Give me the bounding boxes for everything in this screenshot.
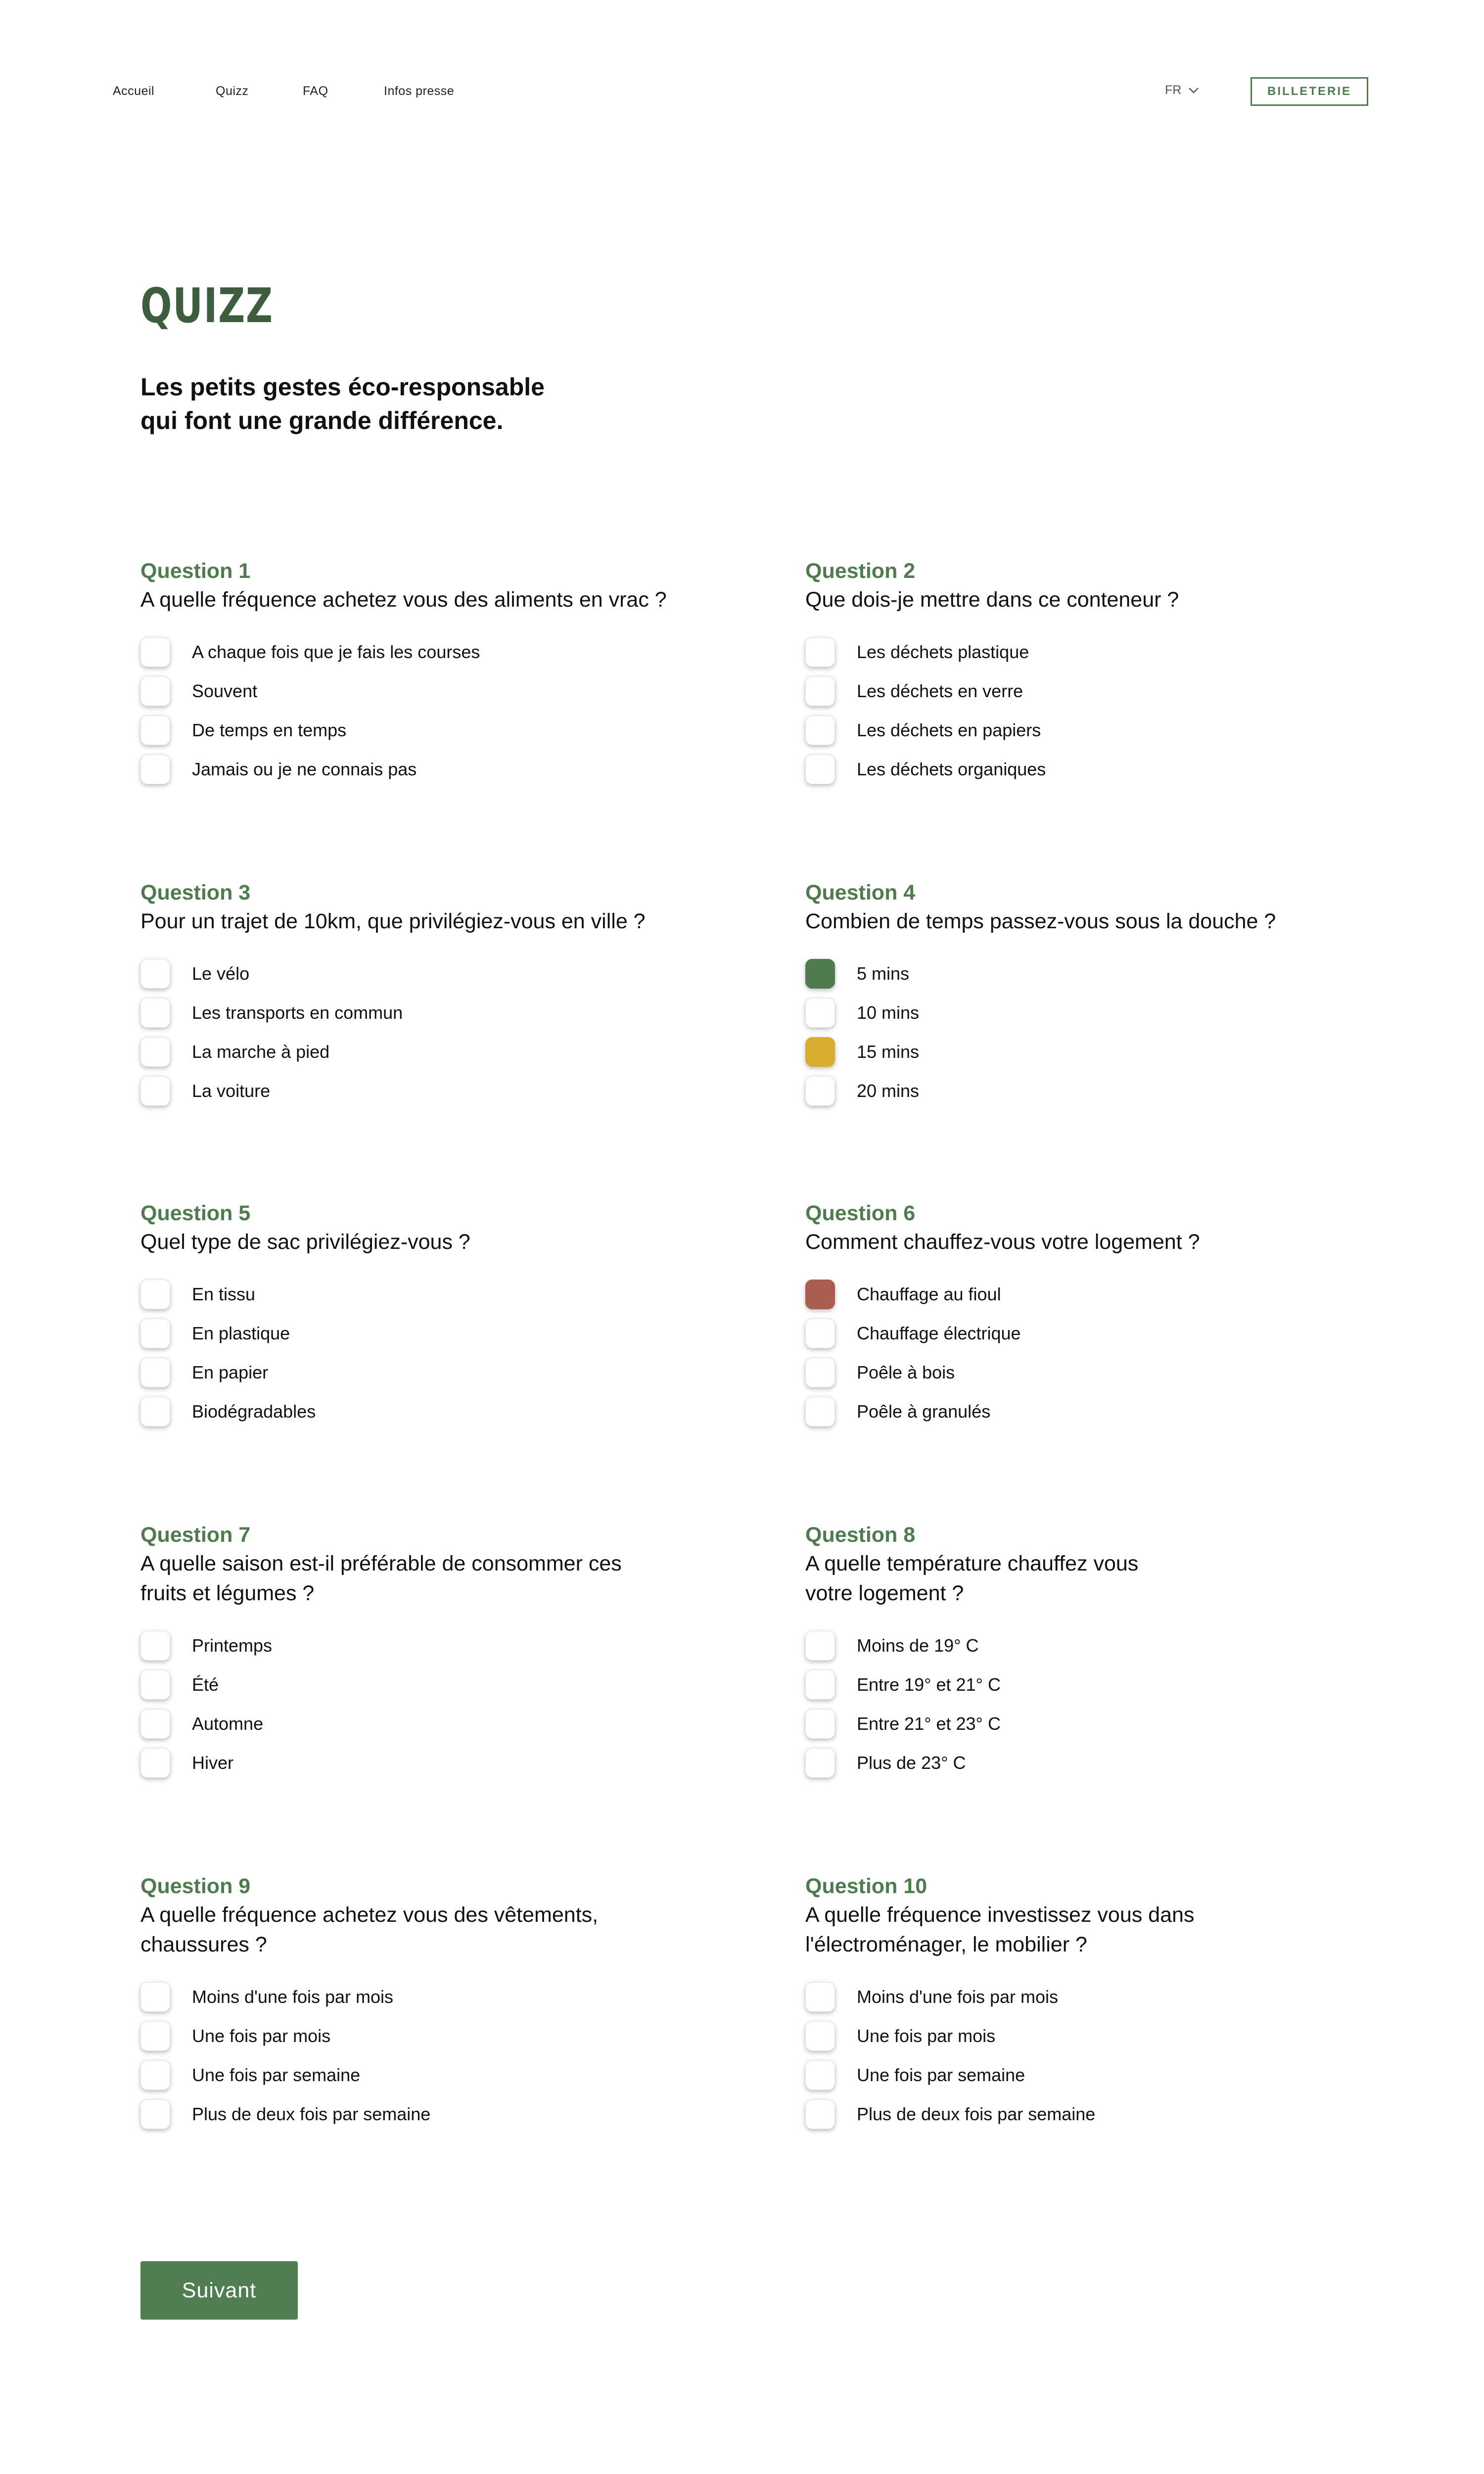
answer-label: Les déchets plastique bbox=[857, 642, 1029, 662]
question-number: Question 3 bbox=[140, 881, 251, 904]
answer-label: La voiture bbox=[192, 1081, 271, 1101]
answer-label: Chauffage au fioul bbox=[857, 1284, 1001, 1304]
answer-label: Moins d'une fois par mois bbox=[192, 1987, 394, 2007]
nav-link-faq[interactable]: FAQ bbox=[303, 84, 328, 98]
nav-link-quizz[interactable]: Quizz bbox=[216, 84, 249, 98]
answer-option[interactable] bbox=[140, 1280, 255, 1309]
answer-option[interactable] bbox=[140, 2060, 360, 2090]
answer-option[interactable] bbox=[805, 998, 919, 1028]
answer-checkbox[interactable] bbox=[805, 1037, 835, 1067]
question-text: votre logement ? bbox=[805, 1581, 964, 1605]
question-block bbox=[140, 1199, 764, 1422]
answer-label: 10 mins bbox=[857, 1002, 920, 1023]
question-text: A quelle température chauffez vous bbox=[805, 1552, 1139, 1575]
question-block bbox=[805, 1199, 1429, 1422]
answer-option[interactable] bbox=[140, 998, 403, 1028]
question-text: A quelle saison est-il préférable de consommer ces bbox=[140, 1552, 622, 1575]
answer-option[interactable] bbox=[805, 2021, 995, 2051]
answer-label: Plus de deux fois par semaine bbox=[192, 2104, 431, 2124]
page-title: QUIZZ bbox=[140, 278, 274, 333]
answer-option[interactable] bbox=[805, 2060, 1025, 2090]
answer-label: Les déchets en papiers bbox=[857, 720, 1041, 740]
question-text: Combien de temps passez-vous sous la douche ? bbox=[805, 909, 1276, 933]
question-number: Question 2 bbox=[805, 559, 916, 583]
answer-label: Le vélo bbox=[192, 963, 250, 984]
answer-label: 15 mins bbox=[857, 1042, 920, 1062]
answer-checkbox[interactable] bbox=[805, 755, 835, 784]
answer-checkbox[interactable] bbox=[805, 1748, 835, 1778]
answer-option[interactable] bbox=[140, 1076, 270, 1106]
answer-checkbox[interactable] bbox=[140, 1358, 170, 1387]
question-text: A quelle fréquence achetez vous des vêtements, bbox=[140, 1903, 599, 1927]
question-block bbox=[805, 1872, 1429, 2124]
answer-label: En papier bbox=[192, 1362, 269, 1382]
answer-option[interactable] bbox=[140, 2021, 330, 2051]
nav-link-accueil[interactable]: Accueil bbox=[113, 84, 155, 98]
answer-option[interactable] bbox=[805, 1076, 919, 1106]
answer-checkbox[interactable] bbox=[805, 1280, 835, 1309]
answer-option[interactable] bbox=[140, 1670, 219, 1700]
answer-label: Automne bbox=[192, 1713, 264, 1734]
answer-label: De temps en temps bbox=[192, 720, 347, 740]
answer-label: Poêle à granulés bbox=[857, 1401, 991, 1422]
answer-option[interactable] bbox=[805, 1397, 990, 1427]
answer-label: Entre 19° et 21° C bbox=[857, 1674, 1001, 1695]
answer-label: La marche à pied bbox=[192, 1042, 330, 1062]
answer-option[interactable] bbox=[805, 715, 1041, 745]
answer-option[interactable] bbox=[140, 1982, 393, 2012]
answer-label: Une fois par semaine bbox=[192, 2065, 361, 2085]
answer-checkbox[interactable] bbox=[805, 676, 835, 706]
question-block bbox=[805, 879, 1429, 1101]
question-text: Pour un trajet de 10km, que privilégiez-vous en ville ? bbox=[140, 909, 646, 933]
answer-label: Été bbox=[192, 1674, 219, 1695]
answer-checkbox[interactable] bbox=[805, 1319, 835, 1348]
answer-label: Plus de 23° C bbox=[857, 1753, 966, 1773]
answer-checkbox[interactable] bbox=[140, 1982, 170, 2012]
answer-option[interactable] bbox=[805, 1670, 1001, 1700]
question-number: Question 9 bbox=[140, 1874, 251, 1898]
question-text: A quelle fréquence achetez vous des aliments en vrac ? bbox=[140, 588, 667, 612]
question-text: A quelle fréquence investissez vous dans bbox=[805, 1903, 1195, 1927]
answer-checkbox[interactable] bbox=[140, 1670, 170, 1700]
answer-checkbox[interactable] bbox=[140, 1709, 170, 1739]
answer-checkbox[interactable] bbox=[805, 1709, 835, 1739]
answer-option[interactable] bbox=[140, 1748, 233, 1778]
answer-checkbox[interactable] bbox=[140, 637, 170, 667]
subtitle-line: qui font une grande différence. bbox=[140, 407, 504, 434]
answer-option[interactable] bbox=[140, 1037, 329, 1067]
answer-label: 5 mins bbox=[857, 963, 910, 984]
answer-label: 20 mins bbox=[857, 1081, 920, 1101]
answer-label: Une fois par mois bbox=[857, 2026, 996, 2046]
ticket-button[interactable]: BILLETERIE bbox=[1251, 77, 1368, 106]
question-number: Question 10 bbox=[805, 1874, 928, 1898]
answer-checkbox[interactable] bbox=[805, 1670, 835, 1700]
answer-option[interactable] bbox=[140, 1631, 272, 1661]
answer-option[interactable] bbox=[140, 1319, 290, 1348]
question-block bbox=[140, 557, 764, 779]
answer-checkbox[interactable] bbox=[805, 637, 835, 667]
question-text: fruits et légumes ? bbox=[140, 1581, 315, 1605]
answer-option[interactable] bbox=[140, 2099, 430, 2129]
answer-option[interactable] bbox=[805, 1748, 966, 1778]
nav-link-infos-presse[interactable]: Infos presse bbox=[384, 84, 455, 98]
answer-label: Plus de deux fois par semaine bbox=[857, 2104, 1096, 2124]
question-number: Question 4 bbox=[805, 881, 916, 904]
answer-checkbox[interactable] bbox=[140, 676, 170, 706]
answer-checkbox[interactable] bbox=[140, 1397, 170, 1427]
answer-checkbox[interactable] bbox=[805, 2021, 835, 2051]
question-text: Que dois-je mettre dans ce conteneur ? bbox=[805, 588, 1179, 612]
answer-checkbox[interactable] bbox=[140, 1280, 170, 1309]
answer-option[interactable] bbox=[140, 1397, 316, 1427]
language-selector[interactable] bbox=[1165, 83, 1199, 97]
answer-option[interactable] bbox=[140, 959, 249, 989]
answer-option[interactable] bbox=[805, 959, 909, 989]
question-block bbox=[140, 879, 764, 1101]
answer-label: Poêle à bois bbox=[857, 1362, 955, 1382]
answer-option[interactable] bbox=[805, 1358, 955, 1387]
answer-option[interactable] bbox=[140, 637, 480, 667]
answer-label: Une fois par mois bbox=[192, 2026, 331, 2046]
answer-checkbox[interactable] bbox=[140, 1631, 170, 1661]
question-number: Question 8 bbox=[805, 1523, 916, 1547]
answer-label: Hiver bbox=[192, 1753, 234, 1773]
answer-label: Les déchets en verre bbox=[857, 681, 1023, 701]
top-navigation bbox=[0, 0, 1484, 188]
answer-checkbox[interactable] bbox=[140, 998, 170, 1028]
answer-checkbox[interactable] bbox=[805, 1397, 835, 1427]
answer-option[interactable] bbox=[805, 1319, 1021, 1348]
answer-option[interactable] bbox=[140, 1709, 263, 1739]
answer-option[interactable] bbox=[805, 1631, 979, 1661]
answer-checkbox[interactable] bbox=[805, 1982, 835, 2012]
answer-label: Une fois par semaine bbox=[857, 2065, 1025, 2085]
answer-option[interactable] bbox=[805, 1037, 919, 1067]
answer-label: Biodégradables bbox=[192, 1401, 316, 1422]
question-text: Quel type de sac privilégiez-vous ? bbox=[140, 1230, 470, 1254]
answer-checkbox[interactable] bbox=[140, 2060, 170, 2090]
answer-label: Les transports en commun bbox=[192, 1002, 403, 1023]
answer-checkbox[interactable] bbox=[805, 1076, 835, 1106]
answer-option[interactable] bbox=[140, 715, 346, 745]
question-block bbox=[805, 1521, 1429, 1773]
answer-label: Les déchets organiques bbox=[857, 759, 1046, 779]
answer-label: Entre 21° et 23° C bbox=[857, 1713, 1001, 1734]
question-block bbox=[140, 1521, 764, 1773]
answer-checkbox[interactable] bbox=[140, 715, 170, 745]
answer-checkbox[interactable] bbox=[805, 715, 835, 745]
answer-checkbox[interactable] bbox=[805, 1358, 835, 1387]
answer-checkbox[interactable] bbox=[140, 755, 170, 784]
answer-label: Printemps bbox=[192, 1635, 273, 1656]
question-number: Question 1 bbox=[140, 559, 251, 583]
language-label: FR bbox=[1165, 83, 1182, 97]
answer-checkbox[interactable] bbox=[140, 959, 170, 989]
answer-option[interactable] bbox=[140, 676, 257, 706]
answer-label: En tissu bbox=[192, 1284, 256, 1304]
question-number: Question 7 bbox=[140, 1523, 251, 1547]
answer-checkbox[interactable] bbox=[140, 1037, 170, 1067]
answer-option[interactable] bbox=[140, 1358, 268, 1387]
answer-label: Chauffage électrique bbox=[857, 1323, 1021, 1343]
question-number: Question 6 bbox=[805, 1201, 916, 1225]
question-text: Comment chauffez-vous votre logement ? bbox=[805, 1230, 1200, 1254]
question-text: chaussures ? bbox=[140, 1933, 267, 1956]
answer-label: Souvent bbox=[192, 681, 258, 701]
question-block bbox=[140, 1872, 764, 2124]
answer-option[interactable] bbox=[805, 2099, 1095, 2129]
answer-checkbox[interactable] bbox=[805, 959, 835, 989]
next-button[interactable]: Suivant bbox=[140, 2261, 298, 2320]
answer-label: En plastique bbox=[192, 1323, 290, 1343]
answer-checkbox[interactable] bbox=[805, 2099, 835, 2129]
answer-label: A chaque fois que je fais les courses bbox=[192, 642, 480, 662]
answer-option[interactable] bbox=[805, 755, 1046, 784]
answer-option[interactable] bbox=[805, 1982, 1058, 2012]
answer-option[interactable] bbox=[805, 637, 1029, 667]
answer-label: Moins de 19° C bbox=[857, 1635, 979, 1656]
answer-checkbox[interactable] bbox=[805, 998, 835, 1028]
answer-option[interactable] bbox=[805, 1280, 1001, 1309]
answer-label: Moins d'une fois par mois bbox=[857, 1987, 1059, 2007]
answer-checkbox[interactable] bbox=[805, 1631, 835, 1661]
answer-checkbox[interactable] bbox=[805, 2060, 835, 2090]
page-subtitle bbox=[140, 370, 685, 437]
answer-option[interactable] bbox=[805, 1709, 1001, 1739]
chevron-down-icon bbox=[1188, 87, 1199, 94]
answer-option[interactable] bbox=[805, 676, 1023, 706]
question-block bbox=[805, 557, 1429, 779]
answer-label: Jamais ou je ne connais pas bbox=[192, 759, 417, 779]
answer-checkbox[interactable] bbox=[140, 1748, 170, 1778]
subtitle-line: Les petits gestes éco-responsable bbox=[140, 373, 545, 401]
answer-checkbox[interactable] bbox=[140, 1319, 170, 1348]
answer-option[interactable] bbox=[140, 755, 417, 784]
question-text: l'électroménager, le mobilier ? bbox=[805, 1933, 1087, 1956]
answer-checkbox[interactable] bbox=[140, 2099, 170, 2129]
answer-checkbox[interactable] bbox=[140, 1076, 170, 1106]
question-number: Question 5 bbox=[140, 1201, 251, 1225]
answer-checkbox[interactable] bbox=[140, 2021, 170, 2051]
